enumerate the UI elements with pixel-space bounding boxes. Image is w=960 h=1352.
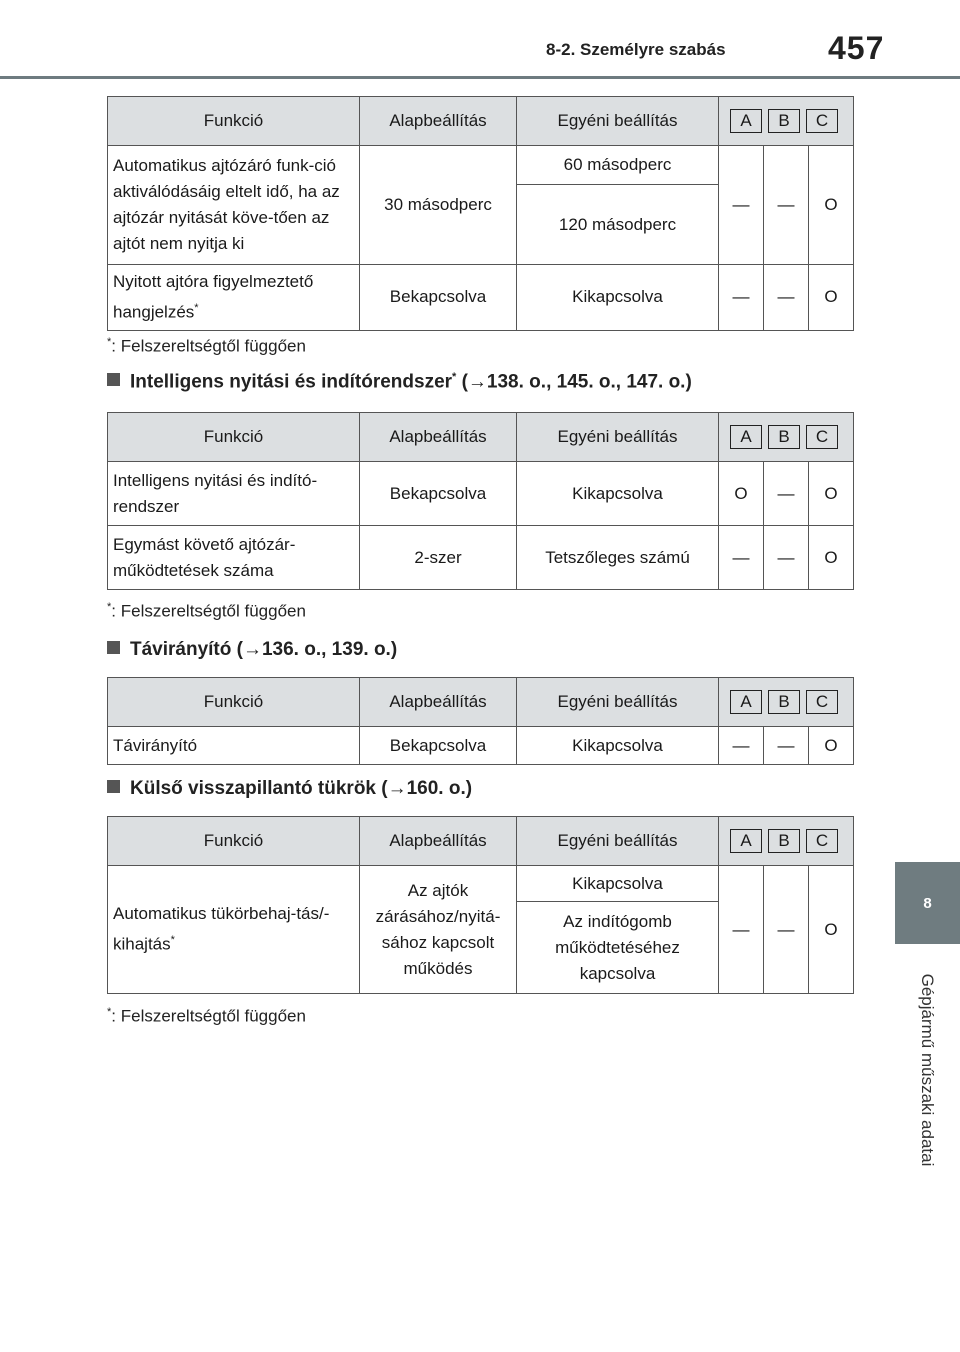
smart-entry-table bbox=[107, 412, 854, 590]
table-cell-a: — bbox=[719, 265, 764, 331]
col-default: Alapbeállítás bbox=[360, 817, 517, 866]
table-cell-b: — bbox=[764, 265, 809, 331]
col-abc bbox=[719, 817, 854, 866]
table-cell-c: O bbox=[809, 462, 854, 526]
table-cell-b: — bbox=[764, 462, 809, 526]
table-cell-custom: Az indítógomb működtetéséhez kapcsolva bbox=[517, 902, 719, 994]
col-b-box: B bbox=[768, 829, 800, 853]
table-cell-default: Bekapcsolva bbox=[360, 265, 517, 331]
col-abc bbox=[719, 678, 854, 727]
table-cell-a: O bbox=[719, 462, 764, 526]
col-c-box: C bbox=[806, 829, 838, 853]
table-cell-a: — bbox=[719, 866, 764, 994]
col-custom: Egyéni beállítás bbox=[517, 678, 719, 727]
chapter-tab[interactable] bbox=[895, 862, 960, 944]
table-cell-function: Automatikus ajtózáró funk-ció aktiválódásáig eltelt idő, ha az ajtózár nyitását köve-tően az ajtót nem nyitja ki bbox=[108, 146, 360, 265]
table-cell-a: — bbox=[719, 146, 764, 265]
col-b-box: B bbox=[768, 690, 800, 714]
page-reference[interactable]: (→138. o., 145. o., 147. o.) bbox=[461, 371, 692, 393]
table-cell-c: O bbox=[809, 866, 854, 994]
table-cell-custom: Kikapcsolva bbox=[517, 727, 719, 765]
table-cell-custom: Kikapcsolva bbox=[517, 265, 719, 331]
col-a-box: A bbox=[730, 109, 762, 133]
table-cell-b: — bbox=[764, 866, 809, 994]
bullet-square-icon bbox=[107, 780, 120, 793]
header-divider bbox=[0, 76, 960, 79]
footnote: *: Felszereltségtől függően bbox=[107, 601, 306, 621]
bullet-square-icon bbox=[107, 641, 120, 654]
col-function: Funkció bbox=[108, 97, 360, 146]
bullet-square-icon bbox=[107, 373, 120, 386]
col-b-box: B bbox=[768, 425, 800, 449]
door-lock-table bbox=[107, 96, 854, 331]
col-a-box: A bbox=[730, 829, 762, 853]
table-cell-function: Intelligens nyitási és indító-rendszer bbox=[108, 462, 360, 526]
table-cell-custom: Kikapcsolva bbox=[517, 462, 719, 526]
col-c-box: C bbox=[806, 425, 838, 449]
table-cell-function: Automatikus tükörbehaj-tás/-kihajtás* bbox=[108, 866, 360, 994]
col-b-box: B bbox=[768, 109, 800, 133]
remote-control-table bbox=[107, 677, 854, 765]
chapter-number: 8 bbox=[923, 894, 932, 912]
table-cell-function: Távirányító bbox=[108, 727, 360, 765]
table-cell-c: O bbox=[809, 265, 854, 331]
col-default: Alapbeállítás bbox=[360, 413, 517, 462]
page-reference[interactable]: (→136. o., 139. o.) bbox=[236, 639, 398, 660]
section-heading: Távirányító (→136. o., 139. o.) bbox=[107, 639, 397, 661]
outside-mirror-table bbox=[107, 816, 854, 994]
page-reference[interactable]: (→160. o.) bbox=[381, 778, 473, 799]
page-number: 457 bbox=[828, 30, 885, 66]
col-c-box: C bbox=[806, 109, 838, 133]
footnote: *: Felszereltségtől függően bbox=[107, 1006, 306, 1026]
table-cell-custom: 60 másodperc bbox=[517, 146, 719, 185]
table-cell-b: — bbox=[764, 526, 809, 590]
col-custom: Egyéni beállítás bbox=[517, 97, 719, 146]
col-custom: Egyéni beállítás bbox=[517, 413, 719, 462]
col-custom: Egyéni beállítás bbox=[517, 817, 719, 866]
col-abc bbox=[719, 97, 854, 146]
table-cell-custom: Tetszőleges számú bbox=[517, 526, 719, 590]
col-c-box: C bbox=[806, 690, 838, 714]
table-cell-custom: 120 másodperc bbox=[517, 185, 719, 265]
table-cell-function: Egymást követő ajtózár-működtetések száma bbox=[108, 526, 360, 590]
col-default: Alapbeállítás bbox=[360, 678, 517, 727]
table-cell-c: O bbox=[809, 727, 854, 765]
col-function: Funkció bbox=[108, 817, 360, 866]
chapter-label: Gépjármű műszaki adatai bbox=[918, 973, 937, 1167]
table-cell-c: O bbox=[809, 526, 854, 590]
table-cell-default: 30 másodperc bbox=[360, 146, 517, 265]
section-title: 8-2. Személyre szabás bbox=[546, 40, 726, 59]
table-cell-default: Bekapcsolva bbox=[360, 462, 517, 526]
table-cell-c: O bbox=[809, 146, 854, 265]
table-cell-b: — bbox=[764, 146, 809, 265]
col-a-box: A bbox=[730, 690, 762, 714]
col-function: Funkció bbox=[108, 413, 360, 462]
col-default: Alapbeállítás bbox=[360, 97, 517, 146]
col-abc bbox=[719, 413, 854, 462]
table-cell-custom: Kikapcsolva bbox=[517, 866, 719, 902]
section-heading: Külső visszapillantó tükrök (→160. o.) bbox=[107, 778, 472, 800]
table-cell-a: — bbox=[719, 727, 764, 765]
table-cell-default: Bekapcsolva bbox=[360, 727, 517, 765]
footnote: *: Felszereltségtől függően bbox=[107, 336, 306, 356]
table-cell-a: — bbox=[719, 526, 764, 590]
table-cell-b: — bbox=[764, 727, 809, 765]
section-heading: Intelligens nyitási és indítórendszer* (→138. o., 145. o., 147. o.) bbox=[107, 371, 692, 393]
table-cell-default: Az ajtók zárásához/nyitá-sához kapcsolt működés bbox=[360, 866, 517, 994]
col-function: Funkció bbox=[108, 678, 360, 727]
col-a-box: A bbox=[730, 425, 762, 449]
table-cell-default: 2-szer bbox=[360, 526, 517, 590]
table-cell-function: Nyitott ajtóra figyelmeztető hangjelzés* bbox=[108, 265, 360, 331]
